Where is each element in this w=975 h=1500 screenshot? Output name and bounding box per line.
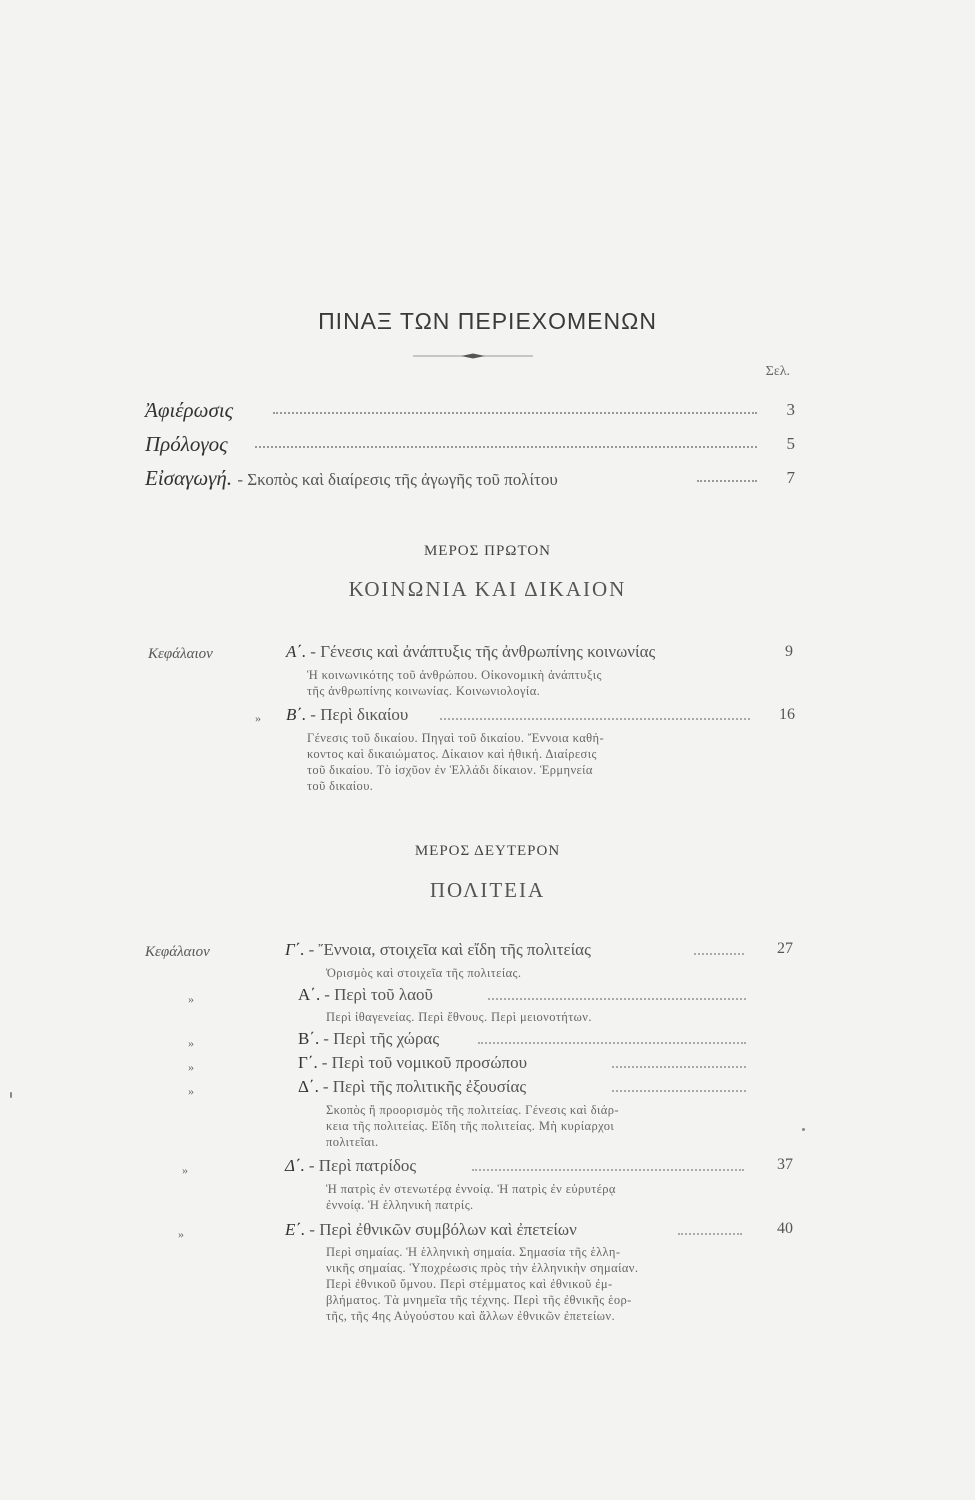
desc-line: Περὶ ἐθνικοῦ ὕμνου. Περὶ στέμματος καὶ ἐθνικοῦ ἐμ- [326,1277,613,1291]
dot-leader [440,718,750,720]
dot-leader [694,953,744,955]
part2-title: ΠΟΛΙΤΕΙΑ [429,878,546,902]
dot-leader [273,412,757,414]
desc-line: Ὁρισμὸς καὶ στοιχεῖα τῆς πολιτείας. [326,966,522,980]
chapter-b-heading[interactable] [286,705,408,725]
part2-label: ΜΕΡΟΣ ΔΕΥΤΕΡΟΝ [414,843,561,859]
chapter-title: - Ἔννοια, στοιχεῖα καὶ εἴδη τῆς πολιτείας [308,940,591,959]
chapter-description [307,667,602,699]
ditto-mark: » [178,1227,184,1241]
chapter-description [307,730,604,794]
section-title: - Περὶ τοῦ νομικοῦ προσώπου [321,1053,528,1072]
section-letter: Γ΄. [298,1053,318,1072]
entry-page: 7 [786,468,795,487]
dot-leader [255,446,757,448]
desc-line: πολιτεῖαι. [326,1135,379,1149]
chapter-page: 37 [777,1156,793,1173]
chapter-page: 16 [779,706,795,723]
chapter-letter: Γ΄. [285,940,305,959]
entry-page: 5 [786,434,795,453]
chapter-page: 9 [785,643,793,660]
ditto-mark: » [188,1060,194,1074]
desc-line: κεια τῆς πολιτείας. Εἴδη τῆς πολιτείας. Μὴ κυρίαρχοι [326,1119,615,1133]
entry-title [145,466,558,491]
chapter-page: 27 [777,940,793,957]
dot-leader [678,1233,742,1235]
ditto-mark: » [188,1084,194,1098]
desc-line: Γένεσις τοῦ δικαίου. Πηγαὶ τοῦ δικαίου. Ἔννοια καθή- [307,731,605,745]
chapter-e-heading[interactable] [285,1220,577,1240]
desc-line: βλήματος. Τὰ μνημεῖα τῆς τέχνης. Περὶ τῆς ἐθνικῆς ἑορ- [326,1293,632,1307]
ditto-mark: » [188,1036,194,1050]
entry-page: 3 [786,400,795,419]
ditto-mark: » [255,711,261,725]
ditto-mark: » [188,992,194,1006]
section-b-heading[interactable] [298,1029,439,1049]
chapter-letter: Δ΄. [285,1156,305,1175]
desc-line: Ἡ πατρὶς ἐν στενωτέρᾳ ἐννοίᾳ. Ἡ πατρὶς ἐν εὐρυτέρᾳ [326,1182,616,1196]
section-title: - Περὶ τοῦ λαοῦ [324,985,433,1004]
desc-line: Ἡ κοινωνικότης τοῦ ἀνθρώπου. Οἰκονομικὴ ἀνάπτυξις [307,668,602,682]
entry-title: Ἀφιέρωσις [145,398,234,422]
chapter-letter: Ε΄. [285,1220,306,1239]
section-letter: Δ΄. [298,1077,319,1096]
chapter-word: Κεφάλαιον [148,646,213,662]
chapter-description [326,1181,616,1213]
chapter-title: - Περὶ δικαίου [310,705,409,724]
dot-leader [478,1042,746,1044]
section-letter: Β΄. [298,1029,320,1048]
section-letter: Α΄. [298,985,321,1004]
chapter-title: - Περὶ πατρίδος [308,1156,417,1175]
part1-label: ΜΕΡΟΣ ΠΡΩΤΟΝ [423,543,552,559]
section-a-heading[interactable] [298,985,433,1005]
paper-speck [802,1128,805,1131]
entry-subtitle: - Σκοπὸς καὶ διαίρεσις τῆς ἀγωγῆς τοῦ πολίτου [237,470,558,489]
title-ornament [413,353,533,359]
toc-entry-introduction[interactable] [145,466,795,496]
ditto-mark: » [182,1163,188,1177]
section-description [326,1102,619,1150]
chapter-a-heading[interactable] [286,642,655,662]
entry-title: Πρόλογος [145,432,228,456]
chapter-description [326,1244,638,1324]
chapter-d-heading[interactable] [285,1156,416,1176]
desc-line: Περὶ ἰθαγενείας. Περὶ ἔθνους. Περὶ μειονοτήτων. [326,1010,592,1024]
chapter-page: 40 [777,1220,793,1237]
desc-line: νικῆς σημαίας. Ὑποχρέωσις πρὸς τὴν ἑλληνικὴν σημαίαν. [326,1261,639,1275]
desc-line: ἐννοίᾳ. Ἡ ἑλληνικὴ πατρίς. [326,1198,474,1212]
toc-entry-dedication[interactable] [145,398,795,428]
dot-leader [612,1090,746,1092]
chapter-letter: Α΄. [286,642,307,661]
desc-line: κοντος καὶ δικαιώματος. Δίκαιον καὶ ἠθική. Διαίρεσις [307,747,597,761]
section-g-heading[interactable] [298,1053,527,1073]
desc-line: Περὶ σημαίας. Ἡ ἑλληνικὴ σημαία. Σημασία τῆς ἑλλη- [326,1245,621,1259]
page-title: ΠΙΝΑΞ ΤΩΝ ΠΕΡΙΕΧΟΜΕΝΩΝ [318,308,657,334]
desc-line: τῆς, τῆς 4ης Αὐγούστου καὶ ἄλλων ἐθνικῶν ἐπετείων. [326,1309,615,1323]
section-title: - Περὶ τῆς πολιτικῆς ἐξουσίας [322,1077,527,1096]
desc-line: τῆς ἀνθρωπίνης κοινωνίας. Κοινωνιολογία. [307,684,541,698]
chapter-g-heading[interactable] [285,940,591,960]
chapter-title: - Περὶ ἐθνικῶν συμβόλων καὶ ἐπετείων [309,1220,577,1239]
chapter-title: - Γένεσις καὶ ἀνάπτυξις τῆς ἀνθρωπίνης κοινωνίας [310,642,656,661]
desc-line: τοῦ δικαίου. Τὸ ἰσχῦον ἐν Ἑλλάδι δίκαιον. Ἑρμηνεία [307,763,593,777]
page-column-label: Σελ. [765,364,790,379]
chapter-word: Κεφάλαιον [145,944,210,960]
paper-speck [10,1092,12,1098]
dot-leader [472,1169,744,1171]
part1-title: ΚΟΙΝΩΝΙΑ ΚΑΙ ΔΙΚΑΙΟΝ [348,577,627,601]
entry-title-main: Εἰσαγωγή. [145,466,233,490]
chapter-letter: Β΄. [286,705,307,724]
section-d-heading[interactable] [298,1077,526,1097]
dot-leader [612,1066,746,1068]
dot-leader [488,998,746,1000]
section-description [326,1009,592,1025]
toc-entry-prologue[interactable] [145,432,795,462]
section-title: - Περὶ τῆς χώρας [323,1029,440,1048]
dot-leader [697,480,757,482]
desc-line: τοῦ δικαίου. [307,779,374,793]
chapter-description [326,965,521,981]
desc-line: Σκοπὸς ἢ προορισμὸς τῆς πολιτείας. Γένεσις καὶ διάρ- [326,1103,619,1117]
